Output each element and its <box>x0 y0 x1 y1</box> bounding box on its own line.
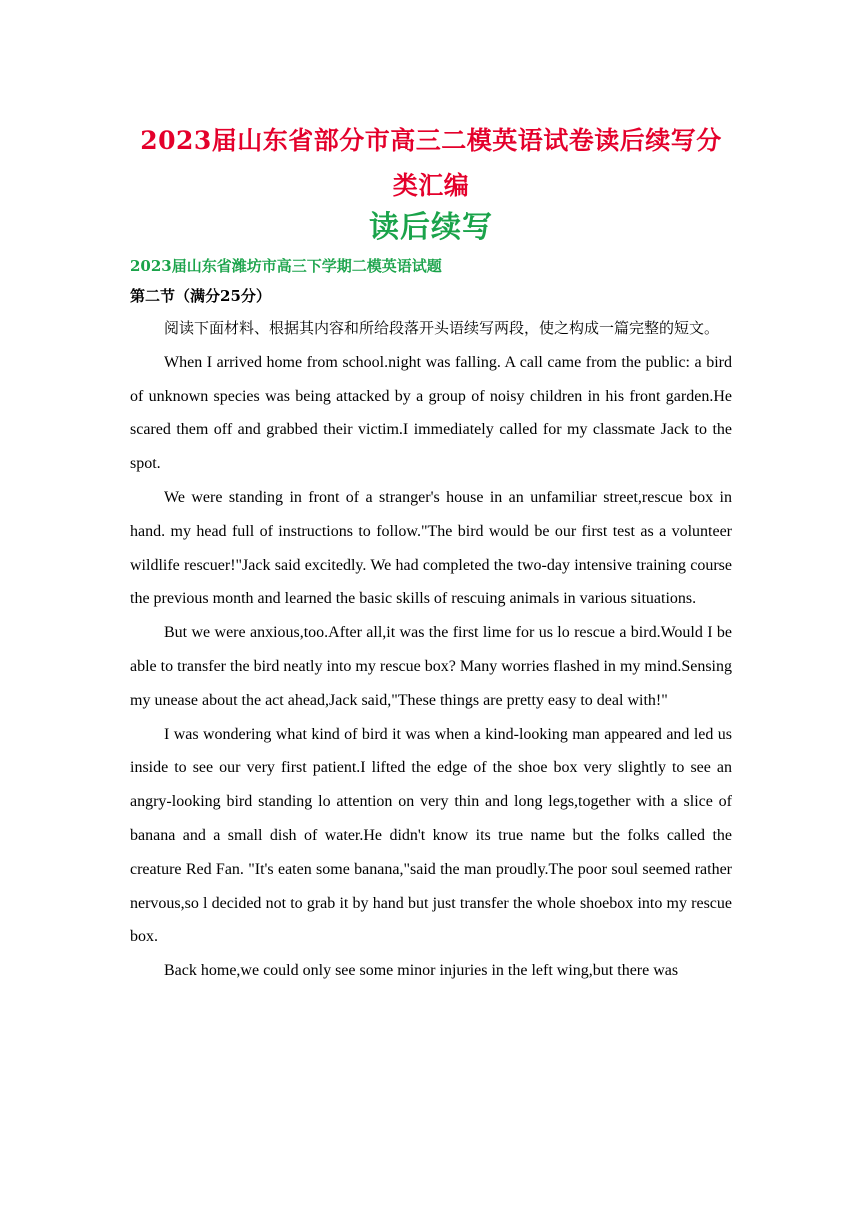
story-paragraph-3: But we were anxious,too.After all,it was the first lime for us lo rescue a bird.Would I be able to transfer the bird neatly into my rescue box? Many worries flashed in my mind.Sensing my unease about the act ahead,Jack said,"These things are pretty easy to deal with!" <box>130 624 732 709</box>
part-label: 第二节（满分25分） <box>130 287 271 305</box>
main-title-line-1: 2023届山东省部分市高三二模英语试卷读后续写分 <box>140 126 722 155</box>
section-title: 读后续写 <box>369 210 493 245</box>
document-page <box>130 118 732 988</box>
main-title <box>130 118 732 208</box>
story-paragraph-1: When I arrived home from school.night was falling. A call came from the public: a bird of unknown species was being attacked by a group of noisy children in his front garden.He scared them off and grabbed their victim.I immediately called for my classmate Jack to the spot. <box>130 353 732 473</box>
instruction-paragraph: 阅读下面材料、根据其内容和所给段落开头语续写两段，使之构成一篇完整的短文。 <box>164 319 720 337</box>
story-paragraph-4: I was wondering what kind of bird it was when a kind-looking man appeared and led us inside to see our very first patient.I lifted the edge of the shoe box very slightly to see an angry-looking bird standing lo attention on very thin and long legs,together with a slice of banana and a small dish of water.He didn't know its true name but the folks called the creature Red Fan. "It's eaten some banana,"said the man proudly.The poor soul seemed rather nervous,so l decided not to grab it by hand but just transfer the whole shoebox into my rescue box. <box>130 725 732 946</box>
story-paragraph-5: Back home,we could only see some minor injuries in the left wing,but there was <box>164 962 679 980</box>
main-title-line-2: 类汇编 <box>392 171 470 200</box>
story-paragraph-2: We were standing in front of a stranger's house in an unfamiliar street,rescue box in hand. my head full of instructions to follow."The bird would be our first test as a volunteer wildlife rescuer!"Jack said excitedly. We had completed the two-day intensive training course the previous month and learned the basic skills of rescuing animals in various situations. <box>130 488 732 608</box>
source-title: 2023届山东省潍坊市高三下学期二模英语试题 <box>130 257 442 275</box>
